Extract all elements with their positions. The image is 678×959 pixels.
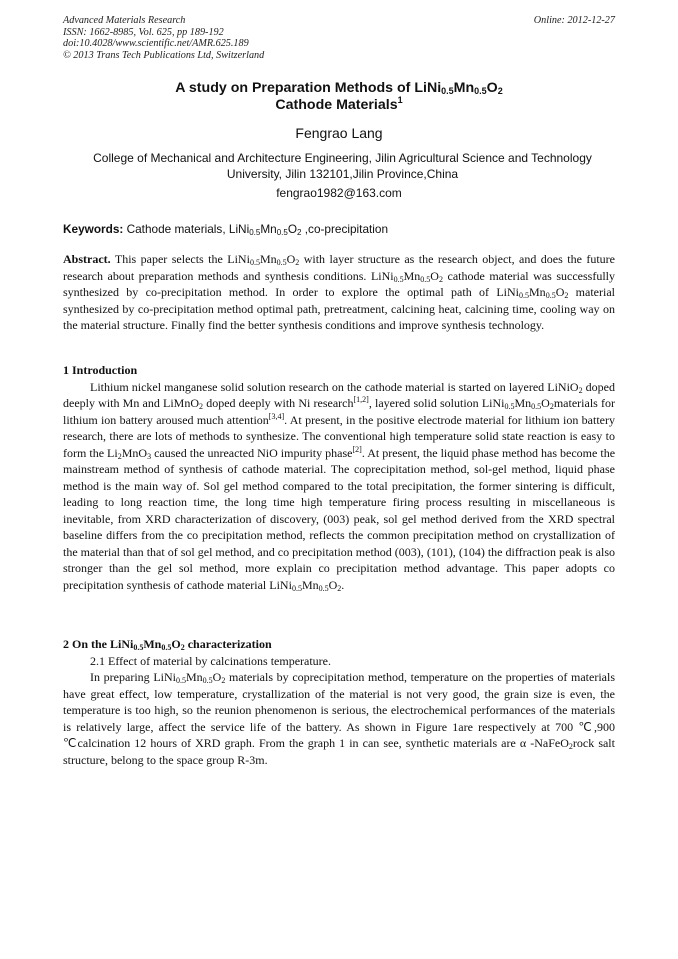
keywords-line: Keywords: Cathode materials, $LiNi_{0.5}Mn_{0.5}O_2$ ,co-precipitation [63,222,389,237]
section-introduction [63,362,615,593]
author-email: fengrao1982@163.com [276,186,402,200]
issn-line: ISSN: 1662-8985, Vol. 625, pp 189-192 [63,26,224,38]
section-characterization [63,636,615,768]
author-affiliation: College of Mechanical and Architecture Engineering, Jilin Agricultural Science and Technology University, Jilin 132101,Jilin Province,China [93,151,592,181]
characterization-paragraph: In preparing $LiNi_{0.5}Mn_{0.5}O_2$ materials by coprecipitation method, temperature on the properties of materials have great effect, low temperature, crystallization of the material is not very good, the grain size is even, the temperature is too high, so the reunion phenomenon is serious, the electrochemical performances of the materials is relatively large, affect the service life of the battery. As shown in Figure 1are respectively at 700 ℃,900 ℃calcination 12 hours of XRD graph. From the graph 1 in can see, synthetic materials are α -NaFeO$_2$rock salt structure, belong to the space group R-3m. [63,670,615,767]
subsection-heading-calcination: 2.1 Effect of material by calcinations temperature. [90,653,332,668]
author-name: Fengrao Lang [295,125,383,141]
journal-name: Advanced Materials Research [63,15,186,26]
introduction-paragraph: Lithium nickel manganese solid solution research on the cathode material is started on layered LiNiO$_2$ doped deeply with Mn and LiMnO$_2$ doped deeply with Ni research[1,2], layered solid solution $LiNi_{0.5}Mn_{0.5}O_2materials$ for lithium ion battery aroused much attention[3,4]. At present, in the positive electrode material for lithium ion battery research, there are lots of methods to synthesize. The conventional high temperature solid state reaction is easy to form the $Li_2MnO_3$ caused the unreacted NiO impurity phase[2]. At present, the liquid phase method has become the mainstream method of synthesis of cathode material. The coprecipitation method, sol-gel method, liquid phase method is the main way of. Sol gel method compared to the total precipitation, the former sintering is difficult, leading to long reaction time, the long time high temperature firing process resulting in miscellaneous is inevitable, from XRD characterization of discovery, (003) peak, sol gel method derived from the XRD spectral baseline differs from the co precipitation method, reflects the common precipitation method on crystallization of the material than that of sol gel method, and co precipitation method (003), (101), (104) the diffraction peak is also stronger than the gel sol method, more explain co precipitation method advantage. This paper adopts co precipitation synthesis of cathode material $LiNi_{0.5}Mn_{0.5}O_2$. [63,379,616,593]
online-date: Online: 2012-12-27 [533,15,615,26]
doi-line: doi:10.4028/www.scientific.net/AMR.625.189 [63,38,249,50]
section-heading-introduction: 1 Introduction [63,363,138,377]
journal-metadata [63,15,615,61]
abstract-paragraph: Abstract. This paper selects the $LiNi_{0.5}Mn_{0.5}O_2$ with layer structure as the research object, and does the future research about preparation methods and synthesis conditions. $LiNi_{0.5}Mn_{0.5}O_2$ cathode material was successfully synthesized by co-precipitation method. In order to explore the optimal path of $LiNi_{0.5}Mn_{0.5}O_2$ material synthesized by co-precipitation method optimal path, pretreatment, calcining heat, calcining time, cooling way on the material structure. Finally find the better synthesis conditions and improve synthesis technology. [63,252,616,332]
title-line-1: A study on Preparation Methods of $LiNi_{0.5}Mn_{0.5}O_2$ [175,80,503,96]
keywords-label: Keywords: [63,222,124,236]
paper-title [63,80,615,114]
abstract-label: Abstract. [63,252,111,266]
section-heading-characterization: 2 On the $LiNi_{0.5}Mn_{0.5}O_2$ characterization [63,637,272,652]
title-line-2: Cathode Materials$^1$ [275,95,403,113]
copyright-line: © 2013 Trans Tech Publications Ltd, Switzerland [63,49,265,61]
